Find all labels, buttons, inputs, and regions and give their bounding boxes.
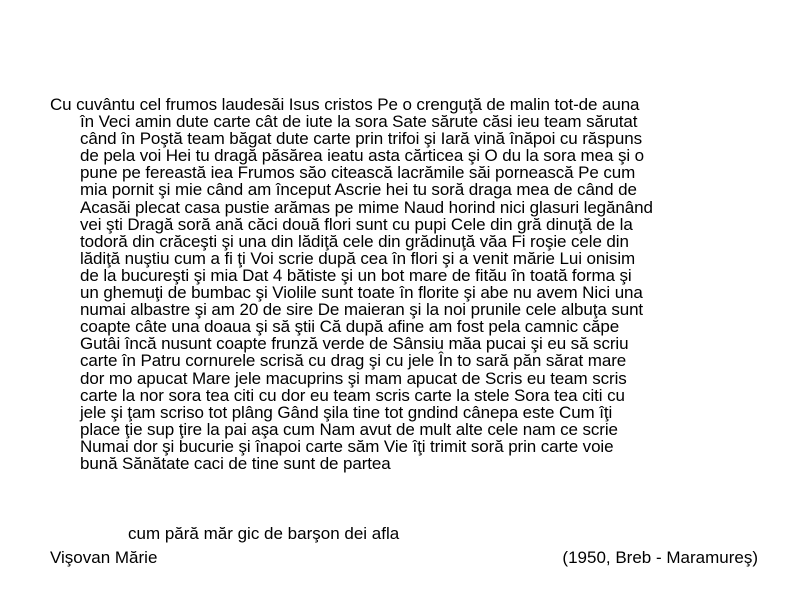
letter-closing-line: cum pără măr gic de barşon dei afla [128, 524, 400, 543]
letter-line: place ţie sup ţire la pai aşa cum Nam avut de mult alte cele nam ce scrie [80, 419, 618, 439]
letter-line: todoră din crăceşti şi una din lădiţă cele din grădinuţă văa Fi roşie cele din [80, 231, 629, 251]
letter-line: Gutâi încă nusunt coapte frunză verde de Sânsiu măa pucai şi eu să scriu [80, 334, 629, 354]
letter-line: Cu cuvântu cel frumos laudesăi Isus cristos Pe o crenguţă de malin tot-de auna [50, 95, 640, 114]
letter-line: în Veci amin dute carte cât de iute la sora Sate sărute căsi ieu team sărutat [80, 112, 638, 132]
letter-body [50, 96, 760, 472]
letter-line: Acasăi plecat casa pustie arămas pe mime Naud horind nici glasuri legănând [80, 197, 653, 217]
letter-line: carte în Patru cornurele scrisă cu drag şi cu jele În to sară păn sărat mare [80, 351, 627, 371]
letter-line: când în Poştă team băgat dute carte prin trifoi şi Iară vină înăpoi cu răspuns [80, 129, 643, 149]
letter-line: pune pe fereastă iea Frumos săo citească lacrămile săi pornească Pe cum [80, 163, 636, 183]
letter-line: mia pornit şi mie când am început Ascrie hei tu soră draga mea de când de [80, 180, 637, 200]
letter-line: carte la nor sora tea citi cu dor eu team scris carte la stele Sora tea citi cu [80, 385, 625, 405]
letter-line: numai albastre şi am 20 de sire De maieran şi la noi prunile cele albuţa sunt [80, 300, 644, 320]
letter-line: bună Sănătate caci de tine sunt de partea [80, 453, 391, 473]
letter-date-place: (1950, Breb - Maramureş) [562, 548, 758, 567]
letter-line: vei şti Dragă soră ană căci două flori sunt cu pupi Cele din gră dinuţă de la [80, 214, 633, 234]
letter-line: lădiţă nuştiu cum a fi ţi Voi scrie după cea în flori şi a venit mărie Lui onisim [80, 248, 636, 268]
letter-line: jele şi ţam scriso tot plâng Gând şila tine tot gndind cânepa este Cum îţi [80, 402, 613, 422]
letter-signature: Vişovan Mărie [50, 548, 158, 567]
letter-line: un ghemuţi de bumbac şi Violile sunt toate în florite şi abe nu avem Nici una [80, 283, 643, 303]
letter-line: de la bucureşti şi mia Dat 4 bătiste şi un bot mare de fitău în toată forma şi [80, 265, 632, 285]
letter-line: coapte câte una doaua şi să ştii Că după afine am fost pela camnic căpe [80, 317, 620, 337]
letter-line: Numai dor şi bucurie şi înapoi carte săm Vie îţi trimit soră prin carte voie [80, 436, 614, 456]
letter-line: de pela voi Hei tu dragă păsărea ieatu asta cărticea şi O du la sora mea şi o [80, 146, 645, 166]
letter-line: dor mo apucat Mare jele macuprins şi mam apucat de Scris eu team scris [80, 368, 627, 388]
